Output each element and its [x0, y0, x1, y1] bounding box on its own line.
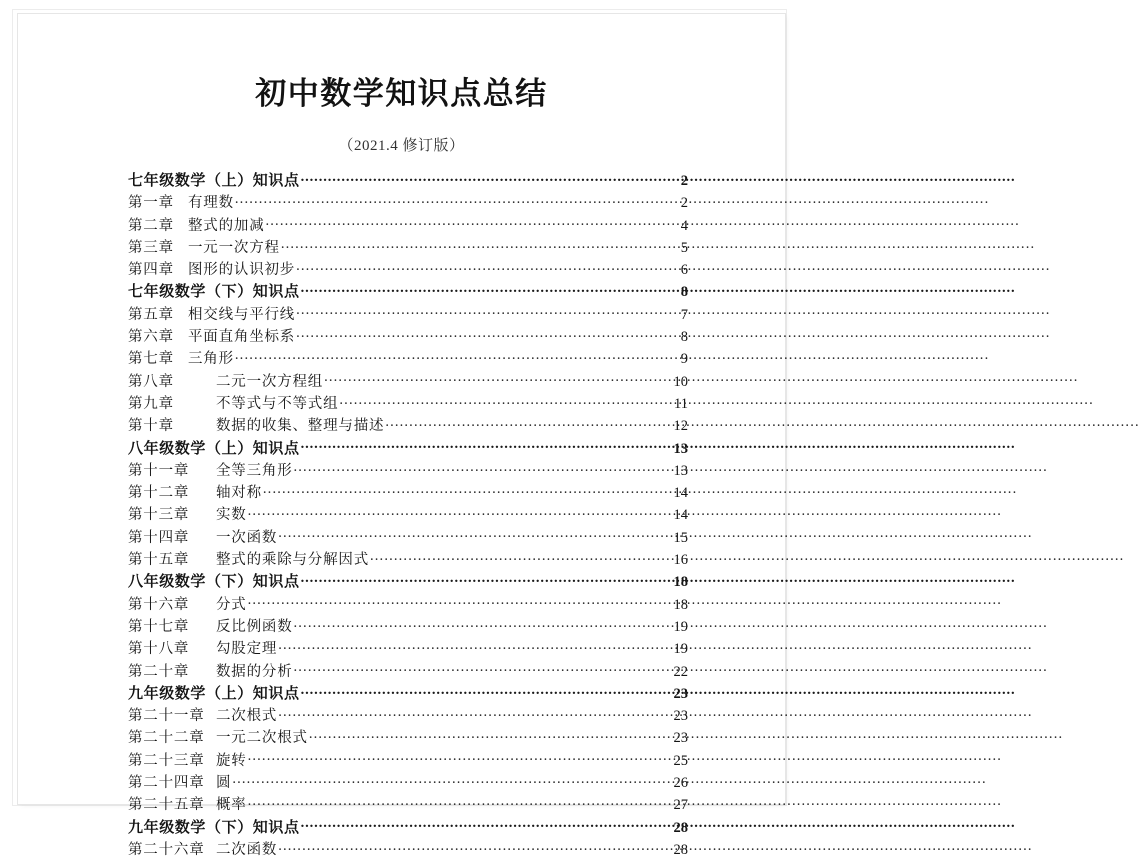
toc-entry-label — [128, 705, 277, 727]
toc-section-title: 八年级数学（下）知识点 — [128, 574, 300, 591]
toc-chapter-title: 二次根式 — [216, 708, 278, 725]
page-title: 初中数学知识点总结 — [255, 76, 548, 112]
toc-chapter-title: 反比例函数 — [216, 618, 293, 635]
toc-chapter-title: 数据的收集、整理与描述 — [216, 418, 385, 435]
toc-entry-label — [128, 504, 247, 526]
toc-leader-dots — [281, 238, 668, 252]
toc-page-number: 18 — [673, 596, 688, 613]
toc-page-number: 23 — [673, 685, 688, 702]
toc-leader-dots — [296, 327, 668, 341]
toc-chapter-number: 第五章 — [128, 306, 174, 323]
toc-chapter-number: 第十八章 — [128, 641, 190, 658]
toc-entry-label — [128, 237, 280, 259]
toc-page-number: 8 — [680, 284, 688, 301]
toc-chapter-title: 概率 — [216, 797, 247, 814]
toc-page-number: 19 — [673, 618, 688, 635]
toc-page-number: 14 — [673, 485, 688, 502]
toc-leader-dots — [235, 349, 668, 363]
toc-leader-dots — [278, 706, 668, 720]
toc-chapter-title: 分式 — [216, 596, 247, 613]
toc-chapter-number: 第二十五章 — [128, 797, 205, 814]
toc-leader-dots — [301, 439, 668, 453]
toc-entry-label — [128, 527, 277, 549]
toc-entry-label — [128, 304, 295, 326]
toc-page-number: 19 — [673, 641, 688, 658]
toc-leader-dots — [324, 372, 668, 386]
toc-leader-dots — [278, 840, 668, 854]
toc-page-number: 22 — [673, 663, 688, 680]
toc-leader-dots — [278, 639, 668, 653]
toc-entry-label — [128, 794, 247, 816]
toc-page-number: 4 — [680, 217, 688, 234]
toc-leader-dots — [294, 461, 669, 475]
toc-page-number: 15 — [673, 529, 688, 546]
toc-leader-dots — [301, 171, 668, 185]
toc-chapter-number: 第三章 — [128, 239, 174, 256]
toc-page-number: 25 — [673, 752, 688, 769]
toc-chapter-number: 第十五章 — [128, 552, 190, 569]
toc-chapter-number: 第十一章 — [128, 462, 190, 479]
toc-leader-dots — [248, 505, 668, 519]
toc-leader-dots — [235, 193, 668, 207]
toc-chapter-title: 相交线与平行线 — [188, 306, 296, 323]
toc-chapter-number: 第十七章 — [128, 618, 190, 635]
toc-chapter-title: 一次函数 — [216, 529, 278, 546]
toc-entry-label — [128, 839, 277, 861]
toc-page-number: 8 — [680, 329, 688, 346]
toc-page-number: 14 — [673, 507, 688, 524]
toc-chapter-number: 第二十一章 — [128, 708, 205, 725]
toc-section-title: 九年级数学（上）知识点 — [128, 685, 300, 702]
toc-section-title: 七年级数学（上）知识点 — [128, 173, 300, 189]
toc-chapter-title: 整式的乘除与分解因式 — [216, 552, 369, 569]
toc-chapter-number: 第二十四章 — [128, 775, 205, 792]
toc-chapter-title: 图形的认识初步 — [188, 262, 296, 279]
toc-leader-dots — [248, 595, 668, 609]
toc-chapter-number: 第六章 — [128, 329, 174, 346]
toc-entry-label — [128, 750, 247, 772]
toc-section-title: 九年级数学（下）知识点 — [128, 819, 300, 836]
toc-leader-dots — [278, 528, 668, 542]
toc-leader-dots — [296, 260, 668, 274]
table-of-contents — [128, 170, 688, 858]
toc-page-number: 9 — [680, 351, 688, 368]
toc-page-number: 6 — [680, 262, 688, 279]
toc-chapter-number: 第十四章 — [128, 529, 190, 546]
toc-leader-dots — [370, 550, 668, 564]
toc-chapter-number: 第十二章 — [128, 485, 190, 502]
toc-chapter-title: 一元二次根式 — [216, 730, 308, 747]
toc-leader-dots — [301, 818, 668, 832]
toc-chapter-number: 第一章 — [128, 195, 174, 212]
toc-entry-label — [128, 438, 300, 460]
toc-chapter-title: 全等三角形 — [216, 462, 293, 479]
toc-chapter-number: 第二十六章 — [128, 841, 205, 858]
toc-chapter-number: 第十章 — [128, 418, 174, 435]
toc-entry-label — [128, 348, 234, 370]
page-content — [18, 14, 785, 858]
toc-chapter-number: 第七章 — [128, 351, 174, 368]
toc-leader-dots — [301, 572, 668, 586]
toc-leader-dots — [296, 305, 668, 319]
toc-chapter-number: 第八章 — [128, 373, 174, 390]
toc-page-number: 18 — [673, 574, 688, 591]
toc-page-number: 2 — [680, 173, 688, 189]
toc-chapter-row[interactable] — [128, 839, 688, 858]
toc-chapter-number: 第十三章 — [128, 507, 190, 524]
toc-chapter-title: 三角形 — [188, 351, 234, 368]
toc-chapter-title: 二元一次方程组 — [216, 373, 324, 390]
toc-chapter-title: 数据的分析 — [216, 663, 293, 680]
document-subtitle: （2021.4 修订版） — [338, 138, 465, 154]
toc-page-number: 28 — [673, 819, 688, 836]
toc-entry-label — [128, 281, 300, 303]
toc-chapter-title: 轴对称 — [216, 485, 262, 502]
toc-chapter-title: 有理数 — [188, 195, 234, 212]
toc-page-number: 16 — [673, 552, 688, 569]
toc-page-number: 28 — [673, 841, 688, 858]
toc-chapter-number: 第二十三章 — [128, 752, 205, 769]
toc-page-number: 23 — [673, 708, 688, 725]
toc-chapter-title: 旋转 — [216, 752, 247, 769]
toc-entry-label — [128, 192, 234, 214]
toc-entry-label — [128, 772, 231, 794]
toc-leader-dots — [294, 662, 669, 676]
toc-page-number: 11 — [674, 395, 688, 412]
toc-page-number: 13 — [673, 440, 688, 457]
toc-page-number: 12 — [673, 418, 688, 435]
toc-entry-label — [128, 616, 293, 638]
toc-chapter-number: 第二十章 — [128, 663, 190, 680]
toc-chapter-title: 平面直角坐标系 — [188, 329, 296, 346]
toc-leader-dots — [385, 416, 668, 430]
toc-page-number: 5 — [680, 239, 688, 256]
toc-chapter-number: 第二十二章 — [128, 730, 205, 747]
toc-entry-label — [128, 482, 262, 504]
toc-entry-label — [128, 594, 247, 616]
toc-chapter-number: 第九章 — [128, 395, 174, 412]
toc-page-number: 27 — [673, 797, 688, 814]
toc-leader-dots — [248, 795, 668, 809]
toc-entry-label — [128, 683, 300, 705]
toc-leader-dots — [248, 751, 668, 765]
toc-chapter-title: 圆 — [216, 775, 232, 792]
toc-entry-label — [128, 371, 323, 393]
toc-leader-dots — [232, 773, 668, 787]
toc-page-number: 2 — [680, 195, 688, 212]
toc-page-number: 13 — [673, 462, 688, 479]
toc-entry-label — [128, 817, 300, 839]
toc-page-number: 10 — [673, 373, 688, 390]
toc-section-title: 八年级数学（上）知识点 — [128, 440, 300, 457]
toc-chapter-title: 二次函数 — [216, 841, 278, 858]
toc-entry-label — [128, 393, 338, 415]
toc-chapter-title: 实数 — [216, 507, 247, 524]
toc-chapter-number: 第十六章 — [128, 596, 190, 613]
toc-entry-label — [128, 259, 295, 281]
toc-leader-dots — [266, 216, 669, 230]
toc-leader-dots — [301, 684, 668, 698]
toc-chapter-title: 一元一次方程 — [188, 239, 280, 256]
toc-section-title: 七年级数学（下）知识点 — [128, 284, 300, 301]
toc-chapter-title: 整式的加减 — [188, 217, 265, 234]
toc-page-number: 7 — [680, 306, 688, 323]
toc-page-number: 26 — [673, 775, 688, 792]
toc-chapter-number: 第四章 — [128, 262, 174, 279]
toc-leader-dots — [263, 483, 668, 497]
toc-leader-dots — [309, 728, 668, 742]
document-page — [18, 14, 785, 858]
toc-entry-label — [128, 215, 265, 237]
toc-leader-dots — [339, 394, 668, 408]
toc-page-number: 23 — [673, 730, 688, 747]
toc-entry-label — [128, 638, 277, 660]
toc-leader-dots — [294, 617, 669, 631]
toc-leader-dots — [301, 282, 668, 296]
toc-chapter-number: 第二章 — [128, 217, 174, 234]
toc-chapter-title: 不等式与不等式组 — [216, 395, 339, 412]
toc-chapter-title: 勾股定理 — [216, 641, 278, 658]
toc-entry-label — [128, 661, 293, 683]
